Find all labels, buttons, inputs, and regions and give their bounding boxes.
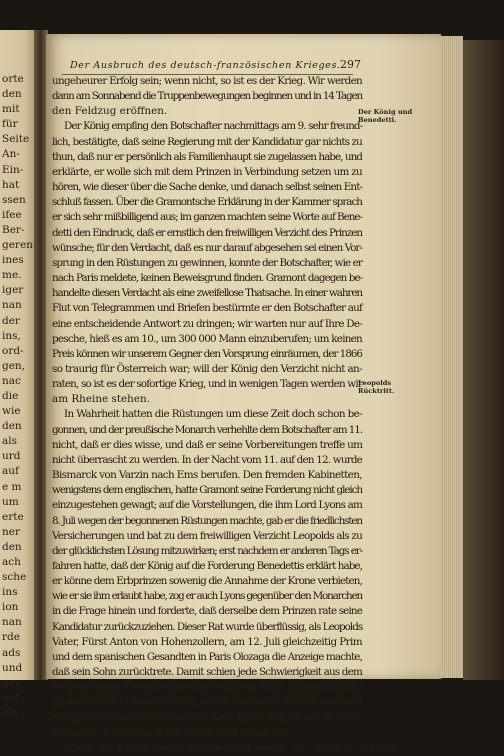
facing-page-fragment: als xyxy=(2,435,18,448)
book-cover-board xyxy=(463,40,504,680)
text-line: Bismarck von Varzin nach Ems berufen. Den fremden Kabinetten, xyxy=(52,469,362,482)
facing-page-fragment: den xyxy=(2,540,22,553)
facing-page-fragment: erte xyxy=(2,510,24,523)
facing-page-fragment: rde xyxy=(2,631,20,644)
facing-page-fragment: ner xyxy=(2,525,20,538)
text-line: wie er sie ihm erlaubt habe, zog er auch Lyons gegenüber den Monarchen xyxy=(52,590,362,603)
facing-page-fragment: ord- xyxy=(2,344,24,357)
text-line: raten, so ist es der sofortige Krieg, und in wenigen Tagen werden wir xyxy=(52,378,362,391)
facing-page-fragment: geren xyxy=(2,239,33,252)
text-line: eine entscheidende Antwort zu dringen; wir warten nur auf Ihre De- xyxy=(52,317,362,330)
text-line: pesche, hieß es am 10., um 300 000 Mann einzuberufen; um keinen xyxy=(52,332,362,345)
text-line: sprung in den Rüstungen zu gewinnen, konnte der Botschafter, wie er xyxy=(52,256,362,269)
facing-page-fragment: nac xyxy=(2,374,21,387)
page-number: 297 xyxy=(340,58,361,71)
facing-page-fragment: ifee xyxy=(2,208,22,221)
text-line: dann am Sonnabend die Truppenbewegungen beginnen und in 14 Tagen xyxy=(52,90,362,103)
text-line: beseitigt, Frankreich für befriedigt erklärten. xyxy=(52,726,293,739)
running-head xyxy=(70,60,385,71)
text-line: wenigstens dem englischen, hatte Gramont seine Forderung nicht gleich xyxy=(52,484,362,497)
text-line: große Nachricht zu verbreiten, und in die Blätter, die am nächsten xyxy=(52,696,362,709)
text-line: handelte diesen Verdacht als eine zweifellose Thatsache. In einer wahren xyxy=(52,287,362,300)
facing-page-text xyxy=(2,72,36,721)
text-line: einzugestehen gewagt; auf die Vorstellungen, die ihm Lord Lyons am xyxy=(52,499,362,512)
facing-page-fragment: e m xyxy=(2,480,22,493)
text-line: am Rheine stehen. xyxy=(52,393,150,406)
facing-page-fragment: den xyxy=(2,420,22,433)
text-line: nicht überrascht zu werden. In der Nacht vom 11. auf den 12. wurde xyxy=(52,453,363,466)
facing-page-fragment: Ein- xyxy=(2,163,24,176)
facing-page-fragment: ssen xyxy=(2,193,26,206)
margin-note: Der König und Benedetti. xyxy=(358,108,413,124)
running-head-title: Der Ausbruch des deutsch-französischen Krieges. xyxy=(70,60,341,71)
text-line: Preis können wir unserem Gegner den Vorsprung einräumen, der 1866 xyxy=(52,347,362,360)
text-line: schluß fassen. Über die Gramontsche Erklärung in der Kammer sprach xyxy=(52,196,362,209)
text-line: in die Frage hinein und forderte, daß derselbe dem Prinzen rate seine xyxy=(52,605,362,618)
facing-page-fragment: den xyxy=(2,88,22,101)
facing-page-fragment: ins xyxy=(2,586,18,599)
facing-page-fragment: mit xyxy=(2,103,20,116)
text-line: gonnen, und der preußische Monarch verhehlte dem Botschafter am 11. xyxy=(52,423,362,436)
text-line: Flut von Telegrammen und Briefen bestürmte er den Botschafter auf xyxy=(52,302,362,315)
facing-page-fragment: nan xyxy=(2,616,22,629)
facing-page-fragment: hat xyxy=(2,178,20,191)
facing-page-fragment: ach xyxy=(2,556,21,568)
facing-page-fragment: Ber- xyxy=(2,223,25,236)
text-line: Kandidatur zurückzuziehen. Dieser Rat wurde überflüssig, als Leopolds xyxy=(52,620,363,633)
facing-page-fragment: urd xyxy=(2,450,21,463)
facing-page-fragment: die xyxy=(2,389,19,402)
facing-page-fragment: ion xyxy=(2,601,19,614)
facing-page-fragment: iger xyxy=(2,284,24,297)
facing-page-fragment: gen xyxy=(2,676,22,689)
text-line: Versicherungen und bat zu dem freiwilligen Verzicht Leopolds als zu xyxy=(52,529,362,542)
facing-page xyxy=(0,30,36,719)
text-line: lich, bestätigte, daß seine Regierung mit der Kandidatur gar nichts zu xyxy=(52,135,362,148)
text-line: fahren hatte, daß der König auf die Forderung Benedettis erklärt habe, xyxy=(52,560,362,572)
page-edges xyxy=(441,36,463,678)
text-line: so traurig für Österreich war; will der König den Verzicht nicht an- xyxy=(52,362,362,375)
facing-page-fragment: sche xyxy=(2,571,27,584)
text-line: und dem spanischen Gesandten in Paris Olozaga die Anzeige machte, xyxy=(52,650,362,663)
text-line: er könne dem Erbprinzen sowenig die Annahme der Krone verbieten, xyxy=(52,575,362,588)
text-line: wünsche; für den Verdacht, daß es nur darauf abgesehen sei einen Vor- xyxy=(52,241,362,254)
text-line: nicht, daß er dies wisse, und daß er seine Vorbereitungen treffe um xyxy=(52,438,363,451)
facing-page-fragment: orte xyxy=(2,73,24,85)
text-line: der glücklichsten Lösung mitzuwirken; erst nachdem er anderen Tags er- xyxy=(52,544,362,557)
facing-page-fragment: wie xyxy=(2,405,21,418)
facing-page-fragment: nan xyxy=(2,299,22,312)
text-line: Morgen erscheinen sollten, wurden Artikel geschickt, die den Streit für xyxy=(52,711,362,724)
text-line: thun, daß nur er persönlich als Familienhaupt sie zugelassen habe, und xyxy=(52,150,362,163)
text-line: nach Paris meldete, keinen Beweisgrund finden. Gramont dagegen be- xyxy=(52,272,363,285)
text-line: erklärte, er wolle sich mit dem Prinzen in Verbindung setzen um zu xyxy=(52,165,362,178)
text-line: In Wahrheit hatten die Rüstungen um diese Zeit doch schon be- xyxy=(64,408,362,421)
text-line: daß sein Sohn zurücktrete. Damit schien jede Schwierigkeit aus dem xyxy=(52,666,362,679)
facing-page-fragment: ines xyxy=(2,254,24,267)
facing-page-fragment: An- xyxy=(2,148,20,161)
text-line: detti den Eindruck, daß er ernstlich den freiwilligen Verzicht des Prinzen xyxy=(52,226,362,239)
facing-page-fragment: ads xyxy=(2,646,21,659)
facing-page-fragment: ins, xyxy=(2,329,21,342)
facing-page-fragment: um xyxy=(2,495,19,508)
facing-page-fragment: und xyxy=(2,661,23,674)
text-line: hören, wie dieser über die Sache denke, und danach selbst seinen Ent- xyxy=(52,181,363,194)
text-line: Wege geräumt: Ollivier eilte seelenvergnügt in die Kammer um die xyxy=(52,681,362,694)
text-line: Allein die Kriegspartei dachte nicht daran, das Spiel so schnell xyxy=(64,741,396,754)
text-line: den Feldzug eröffnen. xyxy=(52,105,168,118)
text-line: Vater, Fürst Anton von Hohenzollern, am 12. Juli gleichzeitig Prim xyxy=(52,635,362,648)
facing-page-fragment: auf xyxy=(2,465,19,478)
text-line: er sich sehr mißbilligend aus; im ganzen machten seine Worte auf Bene- xyxy=(52,211,362,224)
margin-note: Leopolds Rücktritt. xyxy=(358,379,395,395)
facing-page-fragment: auf xyxy=(2,691,19,704)
text-line: Der König empfing den Botschafter nachmittags am 9. sehr freund- xyxy=(64,120,363,133)
facing-page-fragment: der xyxy=(2,314,20,327)
facing-page-fragment: Seite xyxy=(2,133,30,146)
facing-page-fragment: gen, xyxy=(2,359,26,372)
facing-page-fragment: ein xyxy=(2,706,19,719)
facing-page-fragment: für xyxy=(2,118,18,131)
text-line: ungeheurer Erfolg sein; wenn nicht, so ist es der Krieg. Wir werden xyxy=(52,75,362,87)
text-line: 8. Juli wegen der begonnenen Rüstungen machte, gab er die friedlichsten xyxy=(52,514,362,527)
facing-page-fragment: me. xyxy=(2,269,22,282)
